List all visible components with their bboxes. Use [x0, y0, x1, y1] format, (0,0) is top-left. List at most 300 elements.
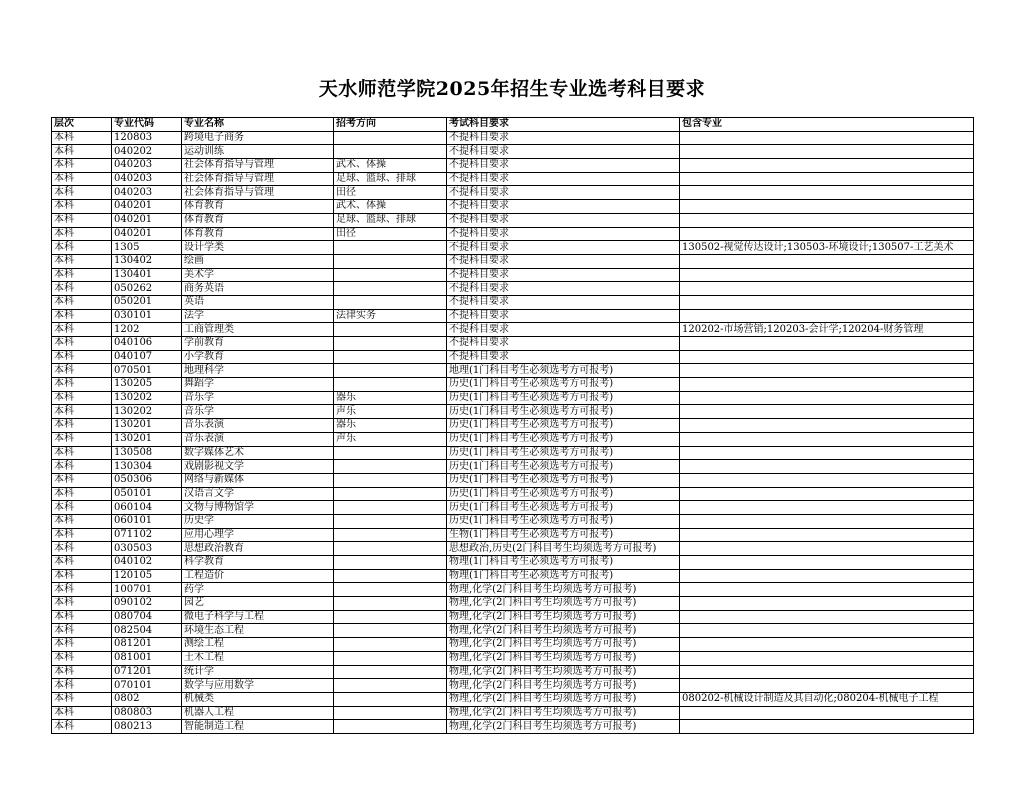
cell-major-name: 微电子科学与工程 [182, 610, 334, 624]
cell-direction [334, 597, 447, 611]
cell-major-code: 040202 [112, 145, 182, 159]
cell-direction [334, 542, 447, 556]
cell-major-name: 社会体育指导与管理 [182, 159, 334, 173]
cell-major-name: 运动训练 [182, 145, 334, 159]
cell-included-majors [680, 514, 974, 528]
cell-major-code: 130205 [112, 378, 182, 392]
cell-major-name: 应用心理学 [182, 528, 334, 542]
cell-level: 本科 [52, 692, 112, 706]
cell-major-code: 130508 [112, 446, 182, 460]
cell-major-code: 1202 [112, 323, 182, 337]
cell-direction [334, 378, 447, 392]
cell-included-majors [680, 337, 974, 351]
cell-major-code: 071201 [112, 665, 182, 679]
cell-subject-requirement: 历史(1门科目考生必须选考方可报考) [447, 419, 680, 433]
cell-major-code: 080213 [112, 720, 182, 734]
cell-direction: 田径 [334, 227, 447, 241]
cell-direction: 器乐 [334, 391, 447, 405]
cell-included-majors [680, 200, 974, 214]
cell-major-name: 数字媒体艺术 [182, 446, 334, 460]
cell-major-code: 130304 [112, 460, 182, 474]
cell-direction [334, 241, 447, 255]
cell-level: 本科 [52, 501, 112, 515]
cell-major-code: 071102 [112, 528, 182, 542]
header-level: 层次 [52, 118, 112, 132]
cell-included-majors [680, 186, 974, 200]
table-row [52, 446, 974, 460]
cell-level: 本科 [52, 638, 112, 652]
subject-requirements-table [51, 117, 974, 734]
cell-major-code: 050201 [112, 295, 182, 309]
table-row [52, 419, 974, 433]
cell-level: 本科 [52, 145, 112, 159]
cell-major-name: 工商管理类 [182, 323, 334, 337]
cell-included-majors [680, 624, 974, 638]
table-row [52, 487, 974, 501]
cell-subject-requirement: 不提科目要求 [447, 213, 680, 227]
table-header-row [52, 118, 974, 132]
cell-major-name: 地理科学 [182, 364, 334, 378]
cell-subject-requirement: 物理,化学(2门科目考生均须选考方可报考) [447, 706, 680, 720]
cell-direction: 足球、篮球、排球 [334, 213, 447, 227]
cell-included-majors [680, 460, 974, 474]
cell-direction [334, 145, 447, 159]
cell-subject-requirement: 历史(1门科目考生必须选考方可报考) [447, 460, 680, 474]
cell-major-name: 学前教育 [182, 337, 334, 351]
cell-major-code: 0802 [112, 692, 182, 706]
table-row [52, 145, 974, 159]
cell-major-code: 090102 [112, 597, 182, 611]
table-row [52, 186, 974, 200]
cell-subject-requirement: 物理,化学(2门科目考生均须选考方可报考) [447, 610, 680, 624]
cell-included-majors [680, 227, 974, 241]
cell-level: 本科 [52, 679, 112, 693]
cell-major-code: 040106 [112, 337, 182, 351]
cell-major-name: 商务英语 [182, 282, 334, 296]
cell-major-code: 030503 [112, 542, 182, 556]
cell-level: 本科 [52, 213, 112, 227]
cell-level: 本科 [52, 227, 112, 241]
cell-included-majors [680, 419, 974, 433]
cell-major-code: 080704 [112, 610, 182, 624]
cell-major-name: 音乐表演 [182, 432, 334, 446]
table-row [52, 583, 974, 597]
table-row [52, 528, 974, 542]
cell-included-majors [680, 583, 974, 597]
cell-direction [334, 692, 447, 706]
cell-included-majors [680, 446, 974, 460]
table-row [52, 679, 974, 693]
cell-subject-requirement: 历史(1门科目考生必须选考方可报考) [447, 405, 680, 419]
cell-major-name: 社会体育指导与管理 [182, 172, 334, 186]
cell-major-name: 统计学 [182, 665, 334, 679]
cell-subject-requirement: 历史(1门科目考生必须选考方可报考) [447, 432, 680, 446]
table-row [52, 227, 974, 241]
cell-included-majors [680, 172, 974, 186]
cell-level: 本科 [52, 542, 112, 556]
cell-major-code: 120803 [112, 131, 182, 145]
cell-included-majors [680, 254, 974, 268]
table-row [52, 405, 974, 419]
header-subject-requirement: 考试科目要求 [447, 118, 680, 132]
table-row [52, 131, 974, 145]
cell-level: 本科 [52, 528, 112, 542]
cell-major-name: 英语 [182, 295, 334, 309]
cell-included-majors [680, 282, 974, 296]
cell-subject-requirement: 物理,化学(2门科目考生均须选考方可报考) [447, 651, 680, 665]
cell-major-code: 130401 [112, 268, 182, 282]
cell-level: 本科 [52, 583, 112, 597]
cell-major-code: 120105 [112, 569, 182, 583]
cell-included-majors [680, 528, 974, 542]
table-row [52, 651, 974, 665]
cell-major-name: 音乐学 [182, 391, 334, 405]
cell-direction: 声乐 [334, 432, 447, 446]
cell-included-majors [680, 597, 974, 611]
cell-included-majors [680, 268, 974, 282]
cell-included-majors [680, 556, 974, 570]
cell-major-code: 050306 [112, 473, 182, 487]
table-row [52, 610, 974, 624]
table-row [52, 569, 974, 583]
cell-major-name: 思想政治教育 [182, 542, 334, 556]
cell-level: 本科 [52, 378, 112, 392]
cell-subject-requirement: 物理,化学(2门科目考生均须选考方可报考) [447, 720, 680, 734]
cell-major-code: 040201 [112, 200, 182, 214]
cell-subject-requirement: 不提科目要求 [447, 131, 680, 145]
cell-major-code: 060101 [112, 514, 182, 528]
cell-direction [334, 638, 447, 652]
cell-subject-requirement: 历史(1门科目考生必须选考方可报考) [447, 501, 680, 515]
cell-included-majors [680, 131, 974, 145]
cell-direction [334, 706, 447, 720]
cell-level: 本科 [52, 473, 112, 487]
cell-subject-requirement: 历史(1门科目考生必须选考方可报考) [447, 473, 680, 487]
cell-major-code: 100701 [112, 583, 182, 597]
cell-major-code: 030101 [112, 309, 182, 323]
cell-major-name: 网络与新媒体 [182, 473, 334, 487]
table-row [52, 432, 974, 446]
cell-included-majors [680, 159, 974, 173]
cell-major-name: 体育教育 [182, 227, 334, 241]
cell-included-majors [680, 391, 974, 405]
cell-level: 本科 [52, 241, 112, 255]
cell-subject-requirement: 不提科目要求 [447, 172, 680, 186]
cell-major-name: 土木工程 [182, 651, 334, 665]
cell-subject-requirement: 不提科目要求 [447, 159, 680, 173]
cell-level: 本科 [52, 419, 112, 433]
cell-subject-requirement: 不提科目要求 [447, 323, 680, 337]
cell-subject-requirement: 不提科目要求 [447, 350, 680, 364]
header-major-name: 专业名称 [182, 118, 334, 132]
cell-level: 本科 [52, 391, 112, 405]
cell-major-name: 体育教育 [182, 213, 334, 227]
table-row [52, 665, 974, 679]
cell-level: 本科 [52, 514, 112, 528]
cell-major-code: 050262 [112, 282, 182, 296]
cell-major-code: 050101 [112, 487, 182, 501]
cell-included-majors [680, 610, 974, 624]
cell-direction [334, 720, 447, 734]
cell-major-code: 130202 [112, 391, 182, 405]
cell-major-name: 药学 [182, 583, 334, 597]
cell-level: 本科 [52, 460, 112, 474]
cell-major-name: 历史学 [182, 514, 334, 528]
table-row [52, 460, 974, 474]
cell-subject-requirement: 历史(1门科目考生必须选考方可报考) [447, 378, 680, 392]
cell-level: 本科 [52, 337, 112, 351]
cell-major-name: 文物与博物馆学 [182, 501, 334, 515]
cell-subject-requirement: 不提科目要求 [447, 337, 680, 351]
cell-direction [334, 569, 447, 583]
cell-level: 本科 [52, 597, 112, 611]
table-row [52, 254, 974, 268]
cell-subject-requirement: 物理,化学(2门科目考生均须选考方可报考) [447, 583, 680, 597]
cell-direction [334, 514, 447, 528]
cell-major-name: 小学教育 [182, 350, 334, 364]
cell-included-majors [680, 569, 974, 583]
cell-subject-requirement: 物理(1门科目考生必须选考方可报考) [447, 569, 680, 583]
cell-major-name: 美术学 [182, 268, 334, 282]
cell-level: 本科 [52, 569, 112, 583]
cell-included-majors [680, 364, 974, 378]
cell-included-majors [680, 213, 974, 227]
table-row [52, 514, 974, 528]
cell-major-name: 舞蹈学 [182, 378, 334, 392]
cell-major-code: 081201 [112, 638, 182, 652]
cell-major-code: 040201 [112, 213, 182, 227]
cell-subject-requirement: 历史(1门科目考生必须选考方可报考) [447, 514, 680, 528]
cell-subject-requirement: 不提科目要求 [447, 145, 680, 159]
cell-major-code: 080803 [112, 706, 182, 720]
cell-direction [334, 651, 447, 665]
cell-level: 本科 [52, 254, 112, 268]
table-row [52, 597, 974, 611]
cell-major-code: 130201 [112, 419, 182, 433]
cell-direction: 武术、体操 [334, 200, 447, 214]
cell-direction [334, 364, 447, 378]
table-row [52, 350, 974, 364]
table-row [52, 295, 974, 309]
cell-included-majors [680, 295, 974, 309]
cell-major-name: 法学 [182, 309, 334, 323]
cell-direction [334, 665, 447, 679]
cell-major-name: 音乐学 [182, 405, 334, 419]
cell-major-code: 082504 [112, 624, 182, 638]
cell-major-name: 设计学类 [182, 241, 334, 255]
table-row [52, 323, 974, 337]
cell-subject-requirement: 生物(1门科目考生必须选考方可报考) [447, 528, 680, 542]
cell-major-name: 机械类 [182, 692, 334, 706]
cell-major-code: 130402 [112, 254, 182, 268]
cell-included-majors [680, 145, 974, 159]
cell-subject-requirement: 不提科目要求 [447, 309, 680, 323]
cell-included-majors [680, 487, 974, 501]
cell-subject-requirement: 不提科目要求 [447, 282, 680, 296]
cell-level: 本科 [52, 706, 112, 720]
cell-included-majors [680, 432, 974, 446]
table-row [52, 638, 974, 652]
cell-level: 本科 [52, 159, 112, 173]
cell-level: 本科 [52, 323, 112, 337]
table-row [52, 268, 974, 282]
cell-level: 本科 [52, 200, 112, 214]
cell-direction [334, 583, 447, 597]
cell-direction [334, 323, 447, 337]
cell-level: 本科 [52, 624, 112, 638]
cell-level: 本科 [52, 309, 112, 323]
cell-level: 本科 [52, 720, 112, 734]
cell-major-code: 070501 [112, 364, 182, 378]
cell-direction [334, 337, 447, 351]
cell-direction [334, 295, 447, 309]
cell-included-majors: 120202-市场营销;120203-会计学;120204-财务管理 [680, 323, 974, 337]
table-row [52, 159, 974, 173]
table-row [52, 364, 974, 378]
cell-subject-requirement: 物理,化学(2门科目考生均须选考方可报考) [447, 638, 680, 652]
table-row [52, 391, 974, 405]
table-row [52, 172, 974, 186]
cell-subject-requirement: 不提科目要求 [447, 186, 680, 200]
cell-direction: 田径 [334, 186, 447, 200]
cell-subject-requirement: 不提科目要求 [447, 200, 680, 214]
cell-major-name: 工程造价 [182, 569, 334, 583]
cell-major-code: 040201 [112, 227, 182, 241]
cell-major-code: 070101 [112, 679, 182, 693]
cell-direction [334, 624, 447, 638]
table-row [52, 337, 974, 351]
cell-included-majors [680, 309, 974, 323]
cell-included-majors [680, 720, 974, 734]
cell-subject-requirement: 不提科目要求 [447, 227, 680, 241]
cell-major-name: 绘画 [182, 254, 334, 268]
cell-direction [334, 254, 447, 268]
cell-subject-requirement: 思想政治,历史(2门科目考生均须选考方可报考) [447, 542, 680, 556]
cell-level: 本科 [52, 651, 112, 665]
cell-level: 本科 [52, 364, 112, 378]
cell-subject-requirement: 历史(1门科目考生必须选考方可报考) [447, 446, 680, 460]
cell-subject-requirement: 物理,化学(2门科目考生均须选考方可报考) [447, 624, 680, 638]
header-major-code: 专业代码 [112, 118, 182, 132]
cell-major-code: 130201 [112, 432, 182, 446]
header-direction: 招考方向 [334, 118, 447, 132]
cell-direction: 足球、篮球、排球 [334, 172, 447, 186]
cell-included-majors [680, 651, 974, 665]
cell-major-name: 智能制造工程 [182, 720, 334, 734]
cell-direction [334, 487, 447, 501]
cell-level: 本科 [52, 405, 112, 419]
cell-direction [334, 610, 447, 624]
table-row [52, 200, 974, 214]
cell-direction [334, 679, 447, 693]
table-row [52, 309, 974, 323]
cell-included-majors [680, 501, 974, 515]
cell-direction [334, 282, 447, 296]
table-row [52, 542, 974, 556]
cell-included-majors [680, 350, 974, 364]
cell-direction [334, 556, 447, 570]
table-row [52, 282, 974, 296]
cell-direction: 武术、体操 [334, 159, 447, 173]
cell-direction [334, 350, 447, 364]
cell-major-code: 040102 [112, 556, 182, 570]
cell-major-name: 测绘工程 [182, 638, 334, 652]
cell-included-majors: 130502-视觉传达设计;130503-环境设计;130507-工艺美术 [680, 241, 974, 255]
cell-major-name: 跨境电子商务 [182, 131, 334, 145]
cell-included-majors [680, 378, 974, 392]
cell-level: 本科 [52, 556, 112, 570]
cell-subject-requirement: 不提科目要求 [447, 268, 680, 282]
table-row [52, 473, 974, 487]
cell-major-code: 040203 [112, 159, 182, 173]
cell-subject-requirement: 物理,化学(2门科目考生均须选考方可报考) [447, 665, 680, 679]
cell-major-name: 汉语言文学 [182, 487, 334, 501]
cell-level: 本科 [52, 186, 112, 200]
table-row [52, 378, 974, 392]
cell-direction [334, 446, 447, 460]
cell-major-code: 081001 [112, 651, 182, 665]
cell-subject-requirement: 物理,化学(2门科目考生均须选考方可报考) [447, 679, 680, 693]
cell-level: 本科 [52, 610, 112, 624]
table-row [52, 720, 974, 734]
header-included-majors: 包含专业 [680, 118, 974, 132]
cell-direction [334, 460, 447, 474]
cell-level: 本科 [52, 282, 112, 296]
table-row [52, 692, 974, 706]
table-row [52, 706, 974, 720]
cell-major-name: 园艺 [182, 597, 334, 611]
cell-major-name: 体育教育 [182, 200, 334, 214]
cell-included-majors [680, 665, 974, 679]
cell-major-code: 040203 [112, 186, 182, 200]
cell-major-name: 戏剧影视文学 [182, 460, 334, 474]
table-row [52, 213, 974, 227]
cell-subject-requirement: 不提科目要求 [447, 241, 680, 255]
cell-level: 本科 [52, 350, 112, 364]
cell-level: 本科 [52, 487, 112, 501]
cell-major-code: 040203 [112, 172, 182, 186]
table-row [52, 624, 974, 638]
cell-major-code: 060104 [112, 501, 182, 515]
cell-direction [334, 528, 447, 542]
cell-direction: 声乐 [334, 405, 447, 419]
table-row [52, 241, 974, 255]
cell-included-majors [680, 405, 974, 419]
cell-subject-requirement: 历史(1门科目考生必须选考方可报考) [447, 391, 680, 405]
cell-included-majors [680, 706, 974, 720]
cell-level: 本科 [52, 131, 112, 145]
cell-level: 本科 [52, 268, 112, 282]
cell-direction: 法律实务 [334, 309, 447, 323]
cell-subject-requirement: 物理,化学(2门科目考生均须选考方可报考) [447, 597, 680, 611]
cell-level: 本科 [52, 432, 112, 446]
cell-subject-requirement: 不提科目要求 [447, 295, 680, 309]
cell-direction: 器乐 [334, 419, 447, 433]
cell-subject-requirement: 历史(1门科目考生必须选考方可报考) [447, 487, 680, 501]
cell-subject-requirement: 地理(1门科目考生必须选考方可报考) [447, 364, 680, 378]
cell-direction [334, 473, 447, 487]
cell-subject-requirement: 不提科目要求 [447, 254, 680, 268]
cell-major-name: 环境生态工程 [182, 624, 334, 638]
cell-level: 本科 [52, 295, 112, 309]
cell-major-name: 音乐表演 [182, 419, 334, 433]
cell-subject-requirement: 物理(1门科目考生必须选考方可报考) [447, 556, 680, 570]
cell-direction [334, 131, 447, 145]
cell-level: 本科 [52, 172, 112, 186]
cell-direction [334, 501, 447, 515]
cell-included-majors [680, 679, 974, 693]
cell-level: 本科 [52, 446, 112, 460]
